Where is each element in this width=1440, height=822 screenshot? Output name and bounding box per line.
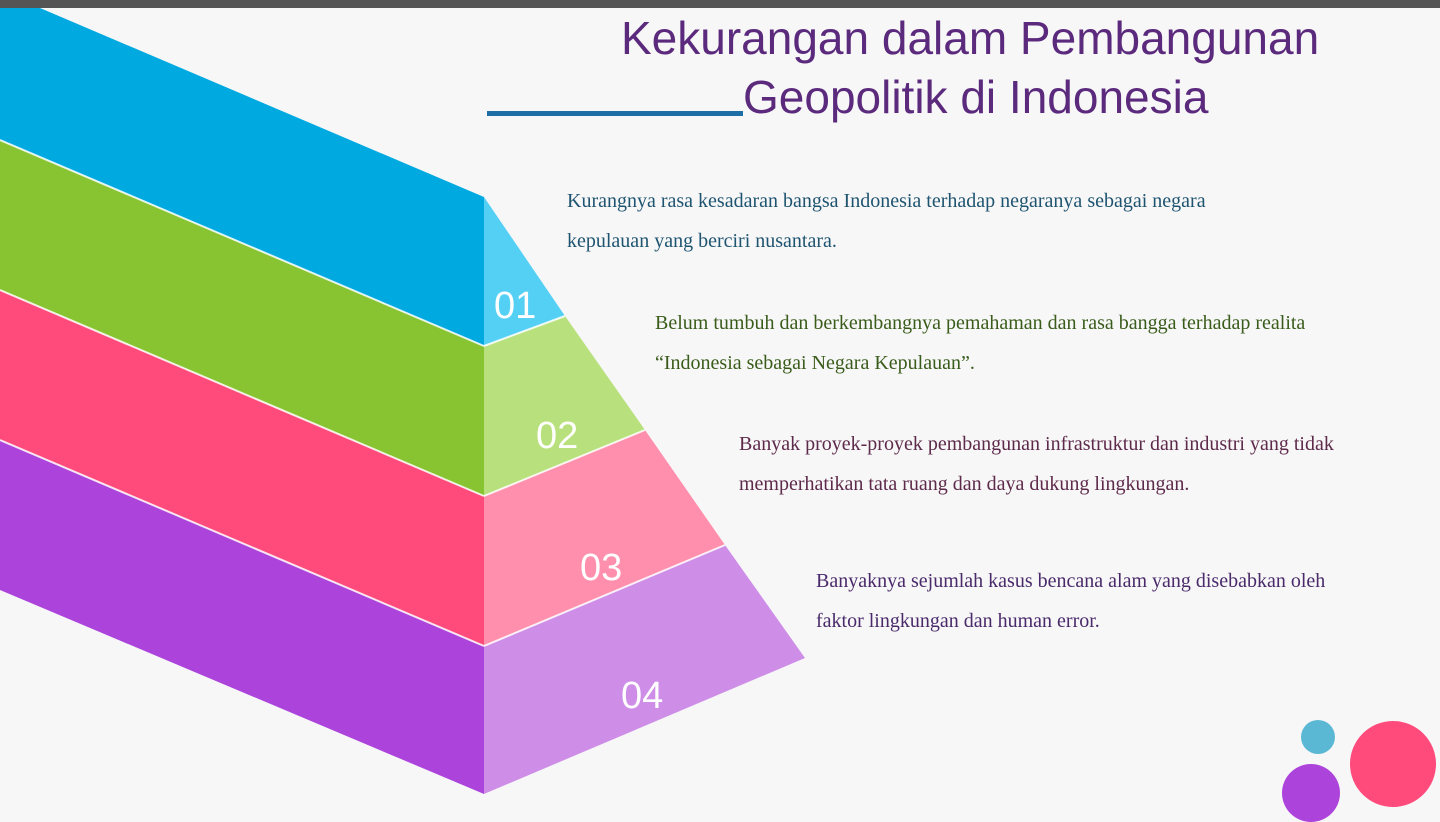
number-01: 01 — [494, 285, 537, 327]
decor-circle-purple — [1282, 764, 1340, 822]
slide-title-line-2: Geopolitik di Indonesia — [743, 71, 1209, 123]
item-2-description — [655, 303, 1305, 383]
item-4-text-line-1: Banyaknya sejumlah kasus bencana alam yang disebabkan oleh — [816, 570, 1326, 592]
item-4-description — [816, 561, 1325, 641]
slide-title-line-1: Kekurangan dalam Pembangunan — [621, 12, 1320, 64]
number-02: 02 — [536, 415, 579, 457]
number-03: 03 — [580, 547, 623, 589]
item-3-text-line-1: Banyak proyek-proyek pembangunan infrastruktur dan industri yang tidak — [739, 433, 1334, 455]
item-1-description — [567, 181, 1206, 261]
decor-circle-pink — [1350, 721, 1436, 807]
item-1-text-line-2: kepulauan yang berciri nusantara. — [567, 230, 837, 252]
item-3-text-line-2: memperhatikan tata ruang dan daya dukung lingkungan. — [739, 473, 1190, 495]
item-4-text-line-2: faktor lingkungan dan human error. — [816, 610, 1100, 632]
item-3-description — [739, 424, 1334, 504]
item-2-text-line-2: “Indonesia sebagai Negara Kepulauan”. — [655, 352, 975, 374]
decor-circle-blue — [1301, 720, 1335, 754]
item-2-text-line-1: Belum tumbuh dan berkembangnya pemahaman dan rasa bangga terhadap realita — [655, 312, 1306, 334]
item-1-text-line-1: Kurangnya rasa kesadaran bangsa Indonesia terhadap negaranya sebagai negara — [567, 190, 1206, 212]
number-04: 04 — [621, 675, 664, 717]
